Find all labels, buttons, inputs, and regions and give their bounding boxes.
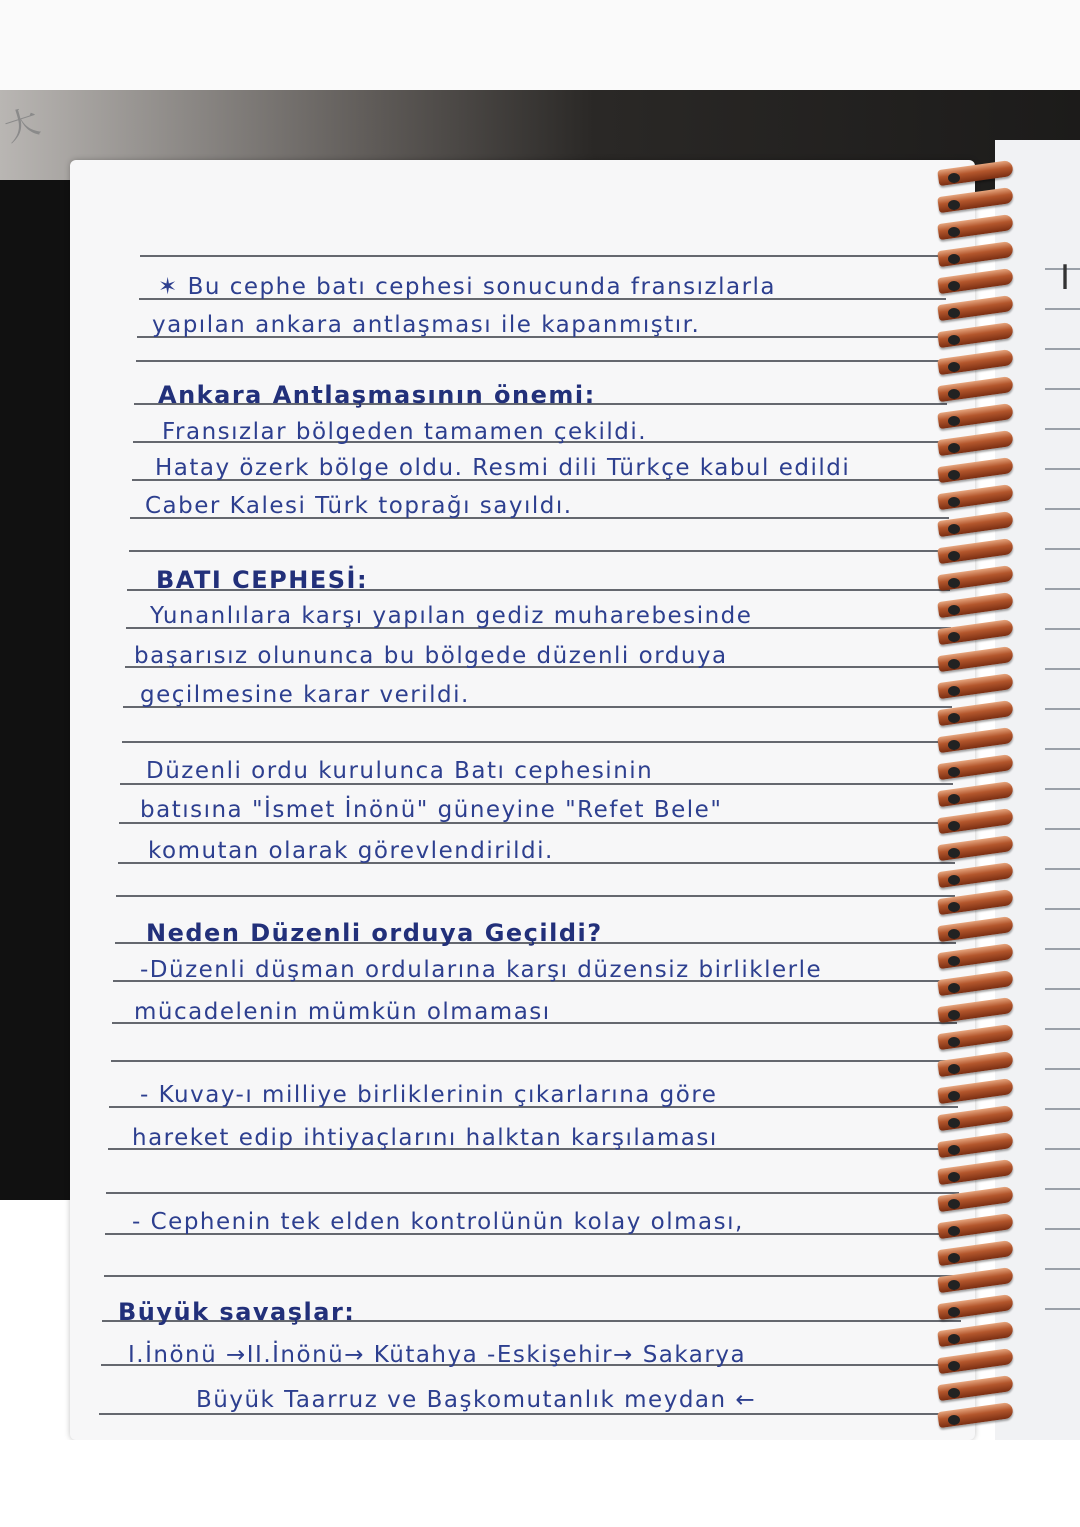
note-line-9: başarısız olununca bu bölgede düzenli orduya <box>134 643 728 669</box>
punch-hole <box>948 1334 960 1344</box>
punch-hole <box>948 1037 960 1047</box>
punch-hole <box>948 1280 960 1290</box>
background-bottom <box>0 1440 1080 1527</box>
ruled-line <box>116 895 955 897</box>
punch-hole <box>948 389 960 399</box>
ruled-line <box>136 360 947 362</box>
corner-scribble: 大 <box>0 101 45 151</box>
note-line-8: Yunanlılara karşı yapılan gediz muharebesinde <box>150 603 753 629</box>
punch-hole <box>948 200 960 210</box>
punch-hole <box>948 1172 960 1182</box>
note-line-18: hareket edip ihtiyaçlarını halktan karşılaması <box>132 1125 718 1151</box>
punch-hole <box>948 497 960 507</box>
punch-hole <box>948 929 960 939</box>
punch-hole <box>948 1118 960 1128</box>
punch-hole <box>948 254 960 264</box>
ruled-line <box>99 1413 962 1415</box>
note-line-22: Büyük Taarruz ve Başkomutanlık meydan ← <box>196 1387 757 1413</box>
adjacent-page-lines <box>1045 230 1080 1330</box>
punch-hole <box>948 281 960 291</box>
section-heading-bati-cephesi: BATI CEPHESİ: <box>156 566 369 594</box>
punch-hole <box>948 1361 960 1371</box>
punch-hole <box>948 1307 960 1317</box>
ruled-line <box>104 1275 961 1277</box>
section-heading-ankara: Ankara Antlaşmasının önemi: <box>158 381 596 409</box>
ruled-line <box>111 1060 958 1062</box>
punch-hole <box>948 767 960 777</box>
note-line-19: - Cephenin tek elden kontrolünün kolay olması, <box>132 1209 744 1235</box>
punch-hole <box>948 1253 960 1263</box>
punch-hole <box>948 1091 960 1101</box>
punch-hole <box>948 551 960 561</box>
ruled-line <box>140 255 945 257</box>
ruled-line <box>106 1192 959 1194</box>
punch-hole <box>948 308 960 318</box>
punch-hole <box>948 362 960 372</box>
punch-hole <box>948 794 960 804</box>
note-line-12: batısına "İsmet İnönü" güneyine "Refet Bele" <box>140 797 723 823</box>
note-line-16: mücadelenin mümkün olmaması <box>134 999 551 1025</box>
punch-hole <box>948 173 960 183</box>
note-line-11: Düzenli ordu kurulunca Batı cephesinin <box>146 758 654 784</box>
note-line-17: - Kuvay-ı milliye birliklerinin çıkarlarına göre <box>140 1082 718 1108</box>
punch-hole <box>948 956 960 966</box>
punch-hole <box>948 578 960 588</box>
section-heading-neden: Neden Düzenli orduya Geçildi? <box>146 919 603 947</box>
ruled-line <box>129 550 950 552</box>
ruled-line <box>122 741 953 743</box>
punch-hole <box>948 713 960 723</box>
note-line-5: Hatay özerk bölge oldu. Resmi dili Türkçe kabul edildi <box>155 455 851 481</box>
punch-hole <box>948 1064 960 1074</box>
note-line-15: -Düzenli düşman ordularına karşı düzensiz birliklerle <box>140 957 823 983</box>
note-line-6: Caber Kalesi Türk toprağı sayıldı. <box>145 493 573 519</box>
punch-hole <box>948 1388 960 1398</box>
punch-hole <box>948 902 960 912</box>
note-line-1: ✶ Bu cephe batı cephesi sonucunda fransızlarla <box>158 274 777 300</box>
desk-edge <box>0 180 80 1200</box>
punch-hole <box>948 1226 960 1236</box>
adjacent-page-mark: I <box>1060 258 1071 298</box>
punch-hole <box>948 686 960 696</box>
punch-hole <box>948 1145 960 1155</box>
note-line-13: komutan olarak görevlendirildi. <box>148 838 554 864</box>
punch-hole <box>948 443 960 453</box>
punch-hole <box>948 848 960 858</box>
punch-hole <box>948 335 960 345</box>
punch-hole <box>948 524 960 534</box>
background-top <box>0 0 1080 90</box>
note-line-10: geçilmesine karar verildi. <box>140 682 470 708</box>
punch-hole <box>948 659 960 669</box>
section-heading-buyuk-savaslar: Büyük savaşlar: <box>118 1298 356 1326</box>
note-line-4: Fransızlar bölgeden tamamen çekildi. <box>162 419 648 445</box>
punch-hole <box>948 740 960 750</box>
punch-hole <box>948 1415 960 1425</box>
punch-hole <box>948 632 960 642</box>
note-line-2: yapılan ankara antlaşması ile kapanmıştır. <box>152 312 701 338</box>
punch-hole <box>948 470 960 480</box>
punch-hole <box>948 227 960 237</box>
punch-hole <box>948 821 960 831</box>
punch-hole <box>948 1010 960 1020</box>
punch-hole <box>948 416 960 426</box>
punch-hole <box>948 605 960 615</box>
punch-hole <box>948 1199 960 1209</box>
punch-hole <box>948 875 960 885</box>
punch-hole <box>948 983 960 993</box>
note-line-21: I.İnönü →II.İnönü→ Kütahya -Eskişehir→ Sakarya <box>128 1342 747 1368</box>
